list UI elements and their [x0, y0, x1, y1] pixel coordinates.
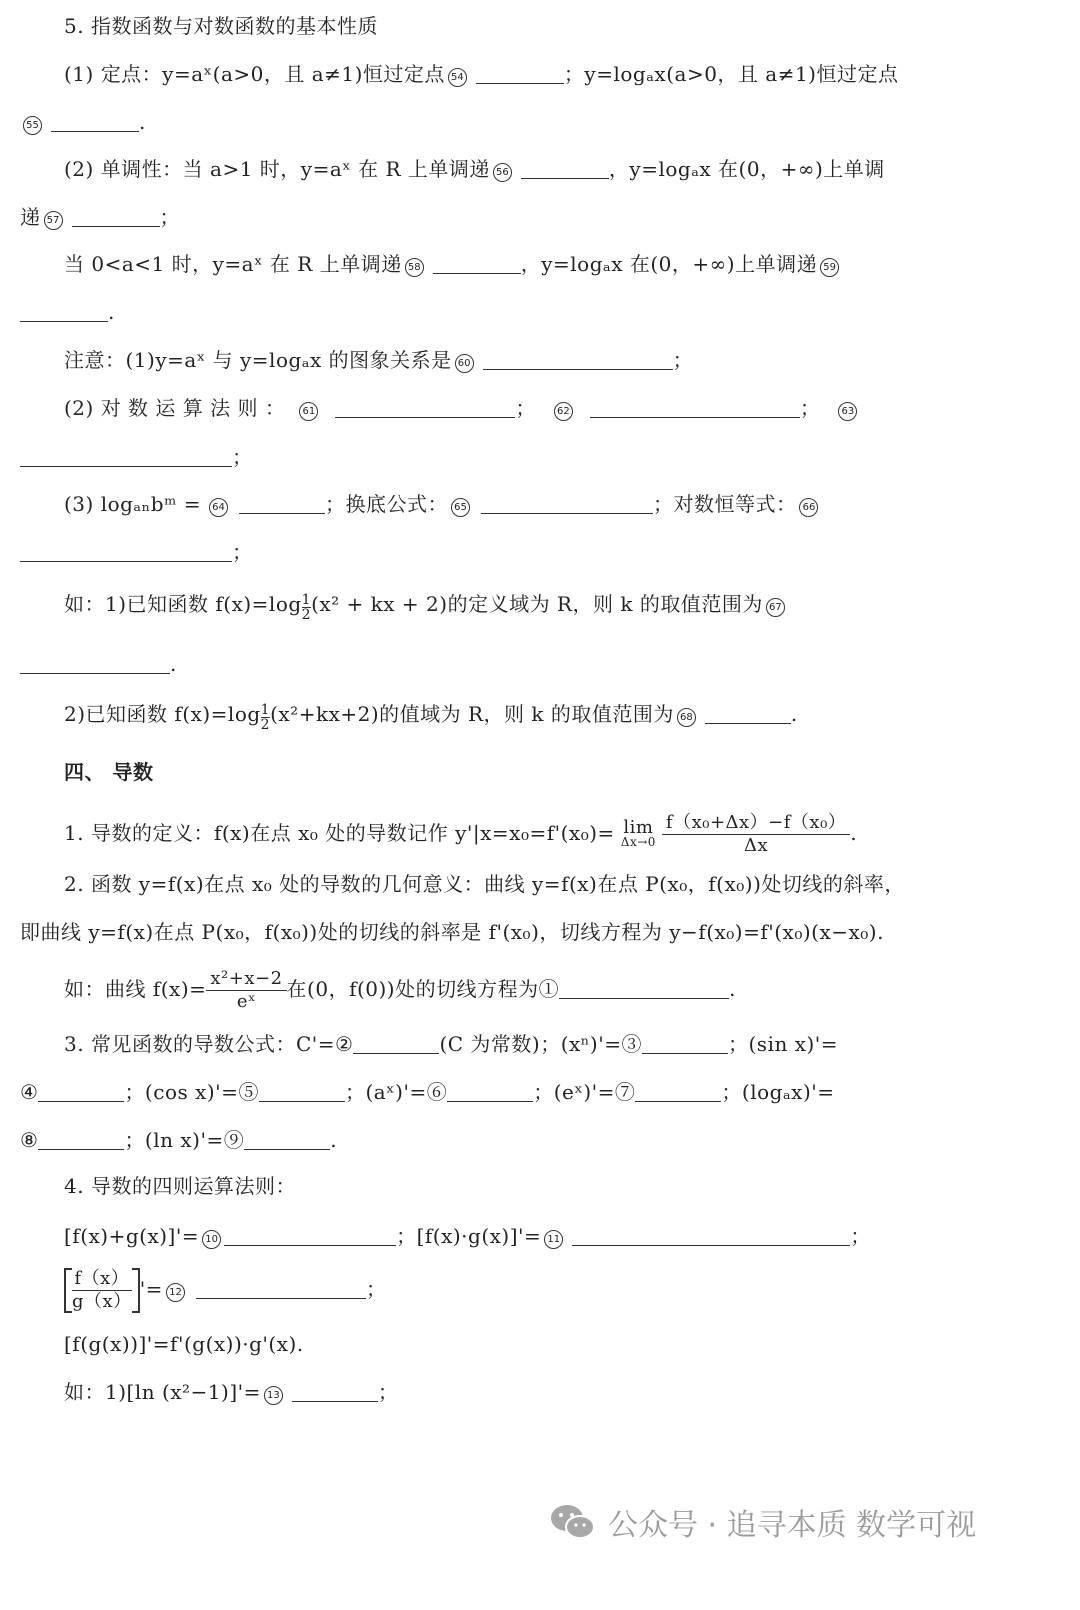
numerator: x²+x−2 — [206, 968, 286, 991]
text: 2)已知函数 f(x)=log — [64, 702, 261, 726]
blank-c9[interactable] — [244, 1129, 330, 1150]
blank-11[interactable] — [572, 1225, 850, 1246]
blank-c6[interactable] — [447, 1081, 533, 1102]
marker-64: 64 — [209, 498, 228, 517]
text: 当 0<a<1 时，y=aˣ 在 R 上单调递 — [64, 252, 402, 276]
text: . — [170, 652, 177, 676]
numerator: 1 — [260, 702, 271, 718]
blank-c3[interactable] — [642, 1033, 728, 1054]
row-log-power — [64, 490, 821, 518]
marker-57: 57 — [44, 211, 63, 230]
row-monotonic — [64, 155, 885, 183]
marker-c1: ① — [538, 977, 560, 1001]
marker-58: 58 — [405, 258, 424, 277]
row-fixed-point — [64, 60, 899, 88]
marker-68: 68 — [677, 708, 696, 727]
blank-67[interactable] — [20, 653, 170, 674]
marker-65: 65 — [451, 498, 470, 517]
text: 即曲线 y=f(x)在点 P(x₀，f(x₀))处的切线的斜率是 f'(x₀)，切线方程为 y−f(x₀)=f'(x₀)(x−x₀). — [20, 920, 884, 944]
text: ；(ln x)'= — [124, 1128, 224, 1152]
marker-c9: ⑨ — [223, 1128, 245, 1152]
row-geometric-meaning-cont — [20, 918, 884, 946]
lim-subscript: Δx→0 — [620, 835, 656, 849]
wechat-icon — [548, 1502, 598, 1542]
row-tangent-example — [64, 968, 736, 1013]
text: ；(logₐx)'= — [721, 1080, 835, 1104]
text: ，y=logₐx 在(0，+∞)上单调 — [608, 157, 885, 181]
row-note-graph — [64, 346, 693, 374]
lim-text: lim — [623, 817, 654, 838]
blank-62[interactable] — [590, 397, 800, 418]
row-log-power-cont — [20, 538, 253, 566]
text: ； — [799, 396, 821, 420]
marker-c8: ⑧ — [20, 1128, 39, 1152]
text: ； — [232, 445, 253, 469]
text: 2. 函数 y=f(x)在点 x₀ 处的导数的几何意义：曲线 y=f(x)在点 P(x₀，f(x₀))处切线的斜率， — [64, 872, 905, 896]
row-derivative-def — [64, 812, 857, 857]
text: ；(cos x)'= — [124, 1080, 239, 1104]
blank-65[interactable] — [481, 493, 653, 514]
text: ； — [515, 396, 536, 420]
text: 注意：(1)y=aˣ 与 y=logₐx 的图象关系是 — [64, 348, 452, 372]
row-example-domain-cont — [20, 650, 177, 678]
blank-13[interactable] — [292, 1381, 378, 1402]
text: (3) logₐₙbᵐ = — [64, 492, 201, 516]
blank-60[interactable] — [483, 349, 673, 370]
text: 如：1)已知函数 f(x)=log — [64, 592, 302, 616]
blank-c1[interactable] — [559, 978, 729, 999]
marker-67: 67 — [766, 598, 785, 617]
quotient-bracket — [64, 1268, 140, 1313]
text: (2) 单调性：当 a>1 时，y=aˣ 在 R 上单调递 — [64, 157, 490, 181]
blank-56[interactable] — [521, 158, 609, 179]
difference-quotient — [662, 812, 850, 857]
marker-10: 10 — [202, 1230, 221, 1249]
blank-c2[interactable] — [353, 1033, 439, 1054]
marker-c5: ⑤ — [238, 1080, 259, 1104]
text: ； — [365, 1277, 387, 1301]
text: 如：曲线 f(x)= — [64, 977, 207, 1001]
text: ；换底公式： — [324, 492, 448, 516]
text: 5. 指数函数与对数函数的基本性质 — [64, 14, 378, 38]
row-example-range — [64, 700, 798, 732]
blank-c8[interactable] — [38, 1129, 124, 1150]
limit-operator — [620, 817, 656, 849]
marker-56: 56 — [493, 163, 512, 182]
marker-c4: ④ — [20, 1080, 39, 1104]
row-derivative-formulas — [64, 1030, 838, 1058]
blank-63[interactable] — [20, 446, 232, 467]
row-monotonic-2 — [64, 250, 842, 278]
watermark — [548, 1500, 976, 1544]
text: . — [729, 977, 736, 1001]
blank-10[interactable] — [224, 1225, 396, 1246]
text: ；(sin x)'= — [728, 1032, 839, 1056]
marker-59: 59 — [820, 258, 839, 277]
blank-59[interactable] — [20, 301, 108, 322]
blank-c7[interactable] — [635, 1081, 721, 1102]
blank-61[interactable] — [335, 397, 515, 418]
text: 4. 导数的四则运算法则： — [64, 1174, 296, 1198]
marker-62: 62 — [554, 402, 573, 421]
text: ； — [377, 1380, 399, 1404]
numerator: f（x₀+Δx）−f（x₀） — [662, 812, 850, 835]
denominator: Δx — [744, 835, 769, 856]
text: ； — [672, 348, 694, 372]
marker-63: 63 — [838, 402, 857, 421]
text: ；y=logₐx(a>0，且 a≠1)恒过定点 — [563, 62, 899, 86]
text: . — [330, 1128, 338, 1152]
row-fixed-point-cont — [20, 108, 146, 136]
marker-61: 61 — [299, 402, 318, 421]
marker-c2: ② — [335, 1032, 354, 1056]
text: ； — [850, 1224, 871, 1248]
text: [f(x)+g(x)]'= — [64, 1224, 200, 1248]
text: 如：1)[ln (x²−1)]'= — [64, 1380, 261, 1404]
row-log-rules — [64, 394, 860, 422]
denominator: 2 — [260, 717, 271, 733]
denominator: g（x） — [72, 1291, 132, 1312]
text: . — [139, 110, 146, 134]
text: 1. 导数的定义：f(x)在点 x₀ 处的导数记作 y'|x=x₀=f'(x₀)= — [64, 821, 615, 845]
blank-c4[interactable] — [38, 1081, 124, 1102]
text: 四、 导数 — [64, 760, 154, 784]
section-title-exp-log — [64, 12, 378, 40]
text: ；对数恒等式： — [652, 492, 797, 516]
row-chain-example — [64, 1378, 398, 1406]
text: 在(0，f(0))处的切线方程为 — [286, 977, 539, 1001]
text: ；[f(x)·g(x)]'= — [396, 1224, 542, 1248]
row-derivative-formulas-2 — [20, 1078, 835, 1106]
marker-c7: ⑦ — [614, 1080, 636, 1104]
blank-54[interactable] — [476, 63, 564, 84]
text: '= — [139, 1277, 163, 1301]
text: (x²+kx+2)的值域为 R，则 k 的取值范围为 — [270, 702, 674, 726]
text: (C 为常数)；(xⁿ)'= — [439, 1032, 622, 1056]
row-monotonic-cont — [20, 203, 180, 231]
text: (x² + kx + 2)的定义域为 R，则 k 的取值范围为 — [311, 592, 763, 616]
text: [f(g(x))]'=f'(g(x))·g'(x). — [64, 1332, 304, 1356]
fraction-half — [261, 703, 270, 732]
row-chain-rule — [64, 1330, 304, 1358]
blank-57[interactable] — [72, 206, 160, 227]
text: . — [108, 300, 115, 324]
text: ； — [232, 540, 253, 564]
text: (2) 对 数 运 算 法 则 ： — [64, 396, 286, 420]
watermark-text: 公众号 · 追寻本质 数学可视 — [608, 1508, 977, 1543]
text: ，y=logₐx 在(0，+∞)上单调递 — [520, 252, 818, 276]
numerator: 1 — [301, 592, 312, 608]
text: (1) 定点：y=aˣ(a>0，且 a≠1)恒过定点 — [64, 62, 445, 86]
blank-c5[interactable] — [259, 1081, 345, 1102]
row-operation-rules-title — [64, 1172, 296, 1200]
fraction-half — [302, 593, 311, 622]
blank-12[interactable] — [196, 1278, 366, 1299]
fraction-exp — [206, 968, 286, 1013]
marker-12: 12 — [166, 1283, 185, 1302]
marker-c6: ⑥ — [426, 1080, 448, 1104]
text: . — [790, 702, 798, 726]
blank-55[interactable] — [51, 111, 139, 132]
text: ；(eˣ)'= — [533, 1080, 615, 1104]
marker-60: 60 — [455, 354, 474, 373]
section-heading-derivative — [64, 758, 153, 786]
denominator: eˣ — [236, 991, 257, 1012]
row-geometric-meaning — [64, 870, 905, 898]
denominator: 2 — [301, 607, 312, 623]
blank-58[interactable] — [433, 253, 521, 274]
marker-11: 11 — [544, 1230, 563, 1249]
text: 3. 常见函数的导数公式：C'= — [64, 1032, 335, 1056]
row-quotient-rule — [64, 1268, 386, 1313]
numerator: f（x） — [72, 1268, 132, 1291]
row-monotonic-2-cont — [20, 298, 115, 326]
marker-66: 66 — [799, 498, 818, 517]
marker-13: 13 — [264, 1386, 283, 1405]
blank-68[interactable] — [705, 703, 791, 724]
text: ； — [159, 205, 180, 229]
text: ；(aˣ)'= — [344, 1080, 427, 1104]
marker-54: 54 — [448, 68, 467, 87]
row-example-domain — [64, 590, 788, 622]
marker-c3: ③ — [621, 1032, 642, 1056]
row-log-rules-cont — [20, 443, 253, 471]
marker-55: 55 — [23, 116, 42, 135]
blank-66[interactable] — [20, 541, 232, 562]
text: . — [850, 821, 858, 845]
row-derivative-formulas-3 — [20, 1126, 337, 1154]
text: 递 — [20, 205, 41, 229]
blank-64[interactable] — [239, 493, 325, 514]
row-sum-product-rule — [64, 1222, 871, 1250]
